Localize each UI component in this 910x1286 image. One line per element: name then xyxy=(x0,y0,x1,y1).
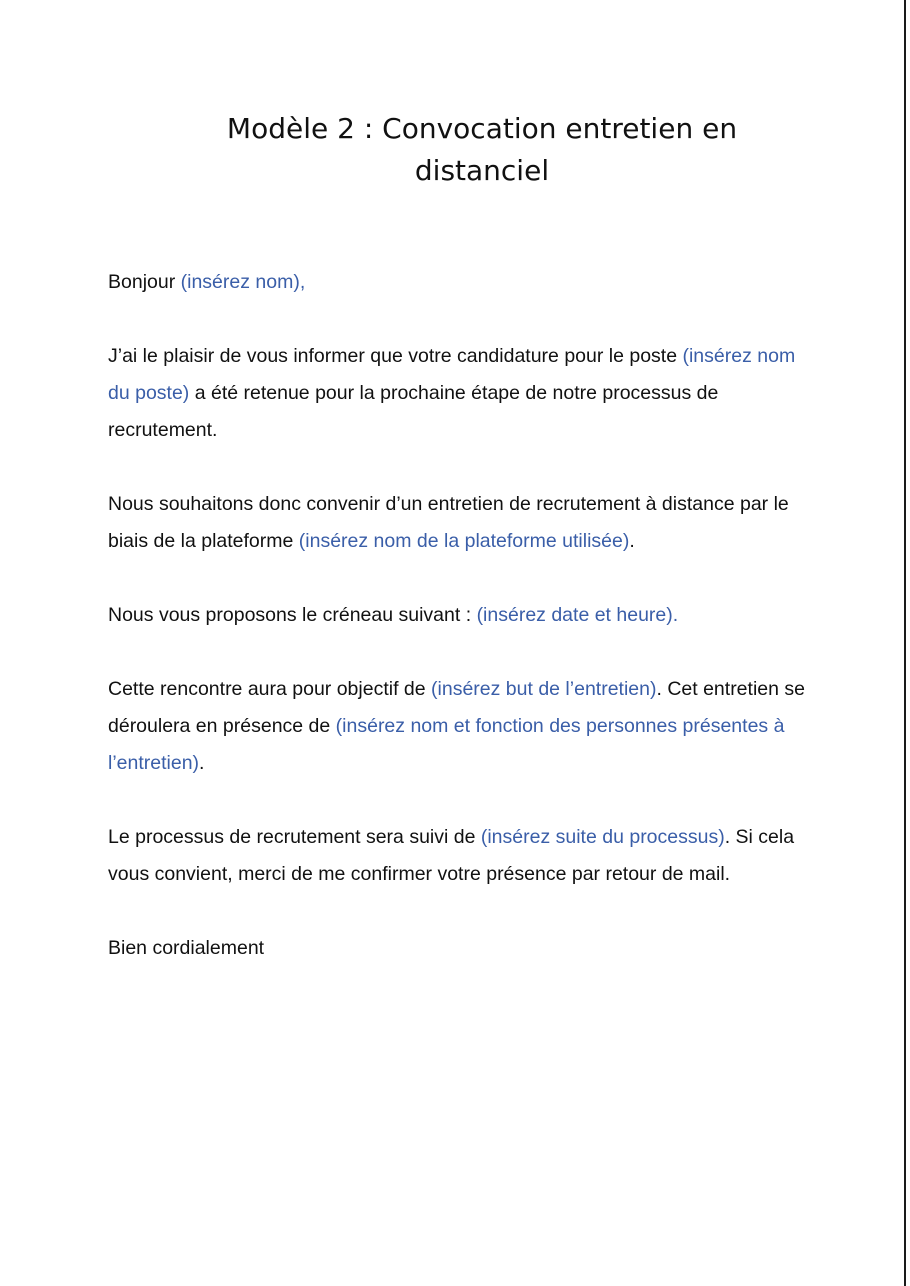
paragraph-text: Cette rencontre aura pour objectif de xyxy=(108,678,432,700)
title-line-2: distanciel xyxy=(414,154,550,187)
paragraph-slot xyxy=(108,597,808,634)
placeholder-name: (insérez nom), xyxy=(180,271,306,293)
placeholder-platform: (insérez nom de la plateforme utilisée) xyxy=(298,530,630,552)
paragraph-platform xyxy=(108,486,808,560)
greeting-paragraph xyxy=(108,264,808,301)
paragraph-text: Nous vous proposons le créneau suivant : xyxy=(108,604,477,626)
title-line-1: Modèle 2 : Convocation entretien en xyxy=(226,112,738,145)
paragraph-candidature xyxy=(108,338,808,449)
letter-body xyxy=(108,264,808,1004)
paragraph-objective xyxy=(108,671,808,782)
placeholder-date-time: (insérez date et heure). xyxy=(476,604,679,626)
paragraph-text: . xyxy=(629,530,635,552)
greeting-text: Bonjour xyxy=(108,271,181,293)
placeholder-job-title: (insérez nom du poste) xyxy=(108,345,796,404)
paragraph-text: a été retenue pour la prochaine étape de notre processus de recrutement. xyxy=(108,382,719,441)
paragraph-text: Nous souhaitons donc convenir d’un entretien de recrutement à distance par le biais de la plateforme xyxy=(108,493,789,552)
closing-line: Bien cordialement xyxy=(108,937,265,959)
paragraph-next-steps xyxy=(108,819,808,893)
placeholder-interview-goal: (insérez but de l’entretien) xyxy=(431,678,657,700)
paragraph-text: . xyxy=(199,752,205,774)
placeholder-attendees: (insérez nom et fonction des personnes présentes à l’entretien) xyxy=(108,715,785,774)
paragraph-text: J’ai le plaisir de vous informer que votre candidature pour le poste xyxy=(108,345,683,367)
document-title xyxy=(0,108,910,192)
paragraph-text: . Si cela vous convient, merci de me confirmer votre présence par retour de mail. xyxy=(108,826,795,885)
paragraph-text: Le processus de recrutement sera suivi de xyxy=(108,826,481,848)
paragraph-text: . Cet entretien se déroulera en présence de xyxy=(108,678,805,737)
placeholder-next-process: (insérez suite du processus) xyxy=(480,826,725,848)
